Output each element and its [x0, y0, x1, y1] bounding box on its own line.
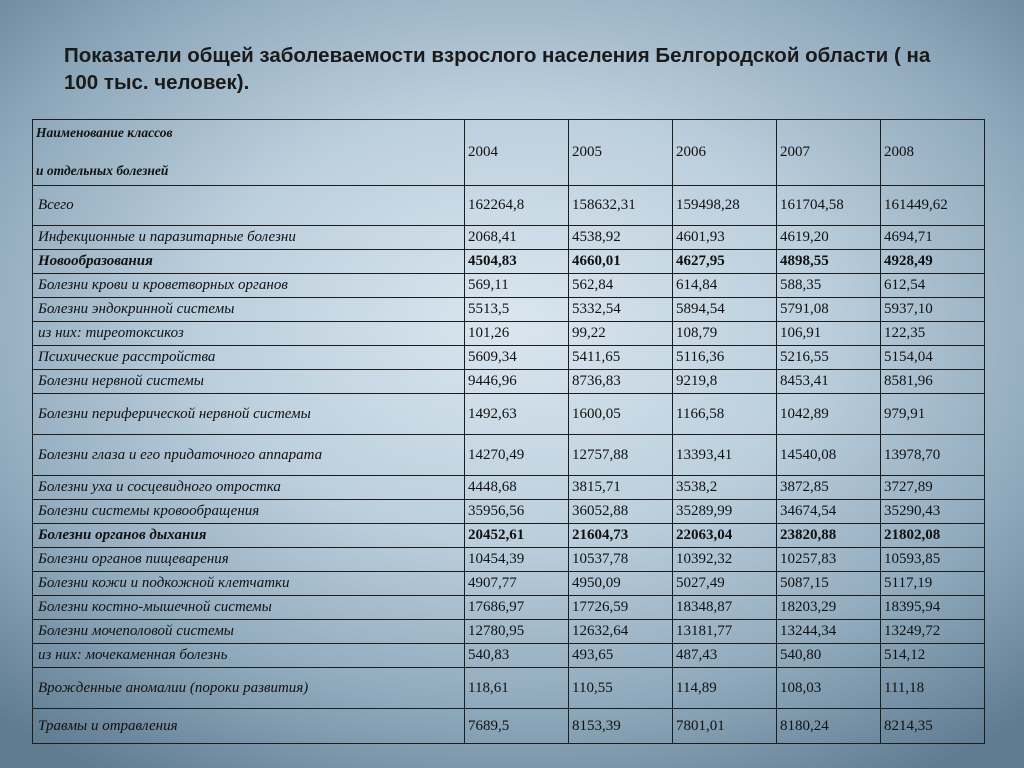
row-value-cell: 10257,83: [777, 548, 881, 572]
row-value-cell: 10392,32: [673, 548, 777, 572]
row-value-cell: 22063,04: [673, 524, 777, 548]
row-value-cell: 3727,89: [881, 476, 985, 500]
row-value-cell: 4627,95: [673, 250, 777, 274]
row-name-cell: Болезни кожи и подкожной клетчатки: [33, 572, 465, 596]
row-value-cell: 7689,5: [465, 709, 569, 744]
row-value-cell: 108,79: [673, 322, 777, 346]
row-value-cell: 23820,88: [777, 524, 881, 548]
table-row: [33, 668, 985, 709]
row-value-cell: 161449,62: [881, 186, 985, 226]
row-value-cell: 13249,72: [881, 620, 985, 644]
row-value-cell: 4928,49: [881, 250, 985, 274]
row-value-cell: 4619,20: [777, 226, 881, 250]
row-value-cell: 122,35: [881, 322, 985, 346]
row-value-cell: 7801,01: [673, 709, 777, 744]
row-value-cell: 12757,88: [569, 435, 673, 476]
morbidity-table: [32, 119, 985, 744]
table-row: [33, 435, 985, 476]
row-value-cell: 4448,68: [465, 476, 569, 500]
row-name-cell: из них: мочекаменная болезнь: [33, 644, 465, 668]
row-value-cell: 12632,64: [569, 620, 673, 644]
header-name-line1: Наименование классов: [36, 125, 173, 140]
row-value-cell: 562,84: [569, 274, 673, 298]
row-value-cell: 34674,54: [777, 500, 881, 524]
row-name-cell: Болезни органов пищеварения: [33, 548, 465, 572]
table-row: [33, 226, 985, 250]
row-value-cell: 4538,92: [569, 226, 673, 250]
row-value-cell: 159498,28: [673, 186, 777, 226]
row-value-cell: 8153,39: [569, 709, 673, 744]
row-name-cell: из них: тиреотоксикоз: [33, 322, 465, 346]
row-value-cell: 5609,34: [465, 346, 569, 370]
row-value-cell: 5937,10: [881, 298, 985, 322]
row-value-cell: 1492,63: [465, 394, 569, 435]
row-value-cell: 13978,70: [881, 435, 985, 476]
row-value-cell: 614,84: [673, 274, 777, 298]
row-value-cell: 5894,54: [673, 298, 777, 322]
table-row: [33, 186, 985, 226]
table-row: [33, 500, 985, 524]
row-value-cell: 10454,39: [465, 548, 569, 572]
row-value-cell: 4504,83: [465, 250, 569, 274]
row-value-cell: 36052,88: [569, 500, 673, 524]
row-value-cell: 4601,93: [673, 226, 777, 250]
row-value-cell: 21802,08: [881, 524, 985, 548]
header-year-2008: 2008: [881, 120, 985, 186]
row-value-cell: 1600,05: [569, 394, 673, 435]
header-row: [33, 120, 985, 186]
header-year-2004: 2004: [465, 120, 569, 186]
row-value-cell: 35290,43: [881, 500, 985, 524]
row-name-cell: Болезни мочеполовой системы: [33, 620, 465, 644]
row-name-cell: Болезни костно-мышечной системы: [33, 596, 465, 620]
row-value-cell: 5117,19: [881, 572, 985, 596]
row-value-cell: 3872,85: [777, 476, 881, 500]
row-name-cell: Болезни уха и сосцевидного отростка: [33, 476, 465, 500]
row-value-cell: 13393,41: [673, 435, 777, 476]
row-value-cell: 612,54: [881, 274, 985, 298]
row-value-cell: 111,18: [881, 668, 985, 709]
morbidity-table-container: [32, 119, 985, 744]
header-year-2005: 2005: [569, 120, 673, 186]
row-name-cell: Болезни периферической нервной системы: [33, 394, 465, 435]
row-value-cell: 9446,96: [465, 370, 569, 394]
row-value-cell: 108,03: [777, 668, 881, 709]
row-value-cell: 8214,35: [881, 709, 985, 744]
row-value-cell: 10593,85: [881, 548, 985, 572]
row-value-cell: 514,12: [881, 644, 985, 668]
row-value-cell: 4660,01: [569, 250, 673, 274]
table-row: [33, 572, 985, 596]
row-value-cell: 4898,55: [777, 250, 881, 274]
row-value-cell: 4907,77: [465, 572, 569, 596]
row-name-cell: Болезни нервной системы: [33, 370, 465, 394]
table-row: [33, 476, 985, 500]
row-value-cell: 487,43: [673, 644, 777, 668]
row-value-cell: 118,61: [465, 668, 569, 709]
row-name-cell: Новообразования: [33, 250, 465, 274]
row-name-cell: Инфекционные и паразитарные болезни: [33, 226, 465, 250]
row-name-cell: Болезни системы кровообращения: [33, 500, 465, 524]
row-value-cell: 8453,41: [777, 370, 881, 394]
row-value-cell: 158632,31: [569, 186, 673, 226]
row-value-cell: 588,35: [777, 274, 881, 298]
row-value-cell: 20452,61: [465, 524, 569, 548]
table-row: [33, 394, 985, 435]
table-row: [33, 346, 985, 370]
row-value-cell: 8581,96: [881, 370, 985, 394]
table-row: [33, 709, 985, 744]
row-value-cell: 110,55: [569, 668, 673, 709]
table-header: [33, 120, 985, 186]
row-value-cell: 161704,58: [777, 186, 881, 226]
row-value-cell: 540,83: [465, 644, 569, 668]
row-name-cell: Врожденные аномалии (пороки развития): [33, 668, 465, 709]
table-row: [33, 322, 985, 346]
row-value-cell: 21604,73: [569, 524, 673, 548]
row-name-cell: Болезни глаза и его придаточного аппарата: [33, 435, 465, 476]
row-value-cell: 17726,59: [569, 596, 673, 620]
table-row: [33, 596, 985, 620]
row-value-cell: 101,26: [465, 322, 569, 346]
row-value-cell: 5216,55: [777, 346, 881, 370]
header-name-cell: [33, 120, 465, 186]
row-value-cell: 5411,65: [569, 346, 673, 370]
row-value-cell: 2068,41: [465, 226, 569, 250]
table-row: [33, 548, 985, 572]
row-value-cell: 114,89: [673, 668, 777, 709]
header-year-2007: 2007: [777, 120, 881, 186]
row-value-cell: 13244,34: [777, 620, 881, 644]
row-value-cell: 18203,29: [777, 596, 881, 620]
row-value-cell: 5087,15: [777, 572, 881, 596]
row-name-cell: Травмы и отравления: [33, 709, 465, 744]
row-value-cell: 162264,8: [465, 186, 569, 226]
row-value-cell: 9219,8: [673, 370, 777, 394]
row-value-cell: 569,11: [465, 274, 569, 298]
row-value-cell: 5513,5: [465, 298, 569, 322]
row-value-cell: 979,91: [881, 394, 985, 435]
slide-title: Показатели общей заболеваемости взрослого населения Белгородской области ( на 100 тыс. человек).: [64, 44, 931, 94]
row-value-cell: 14270,49: [465, 435, 569, 476]
row-value-cell: 4694,71: [881, 226, 985, 250]
header-year-2006: 2006: [673, 120, 777, 186]
row-value-cell: 540,80: [777, 644, 881, 668]
row-value-cell: 35956,56: [465, 500, 569, 524]
row-value-cell: 1166,58: [673, 394, 777, 435]
table-body: [33, 186, 985, 744]
table-row: [33, 644, 985, 668]
table-row: [33, 370, 985, 394]
row-value-cell: 493,65: [569, 644, 673, 668]
table-row: [33, 250, 985, 274]
row-value-cell: 5027,49: [673, 572, 777, 596]
row-value-cell: 99,22: [569, 322, 673, 346]
row-value-cell: 5154,04: [881, 346, 985, 370]
table-row: [33, 620, 985, 644]
row-value-cell: 3815,71: [569, 476, 673, 500]
row-value-cell: 14540,08: [777, 435, 881, 476]
row-value-cell: 13181,77: [673, 620, 777, 644]
row-value-cell: 5791,08: [777, 298, 881, 322]
table-row: [33, 524, 985, 548]
row-value-cell: 17686,97: [465, 596, 569, 620]
row-value-cell: 3538,2: [673, 476, 777, 500]
row-value-cell: 18348,87: [673, 596, 777, 620]
row-name-cell: Всего: [33, 186, 465, 226]
row-value-cell: 35289,99: [673, 500, 777, 524]
row-value-cell: 106,91: [777, 322, 881, 346]
header-name-line2: и отдельных болезней: [36, 163, 169, 178]
row-name-cell: Психические расстройства: [33, 346, 465, 370]
row-value-cell: 1042,89: [777, 394, 881, 435]
row-value-cell: 8736,83: [569, 370, 673, 394]
row-name-cell: Болезни органов дыхания: [33, 524, 465, 548]
row-value-cell: 4950,09: [569, 572, 673, 596]
row-value-cell: 5116,36: [673, 346, 777, 370]
table-row: [33, 298, 985, 322]
table-row: [33, 274, 985, 298]
row-value-cell: 18395,94: [881, 596, 985, 620]
row-value-cell: 10537,78: [569, 548, 673, 572]
row-value-cell: 8180,24: [777, 709, 881, 744]
row-value-cell: 12780,95: [465, 620, 569, 644]
row-value-cell: 5332,54: [569, 298, 673, 322]
row-name-cell: Болезни крови и кроветворных органов: [33, 274, 465, 298]
row-name-cell: Болезни эндокринной системы: [33, 298, 465, 322]
